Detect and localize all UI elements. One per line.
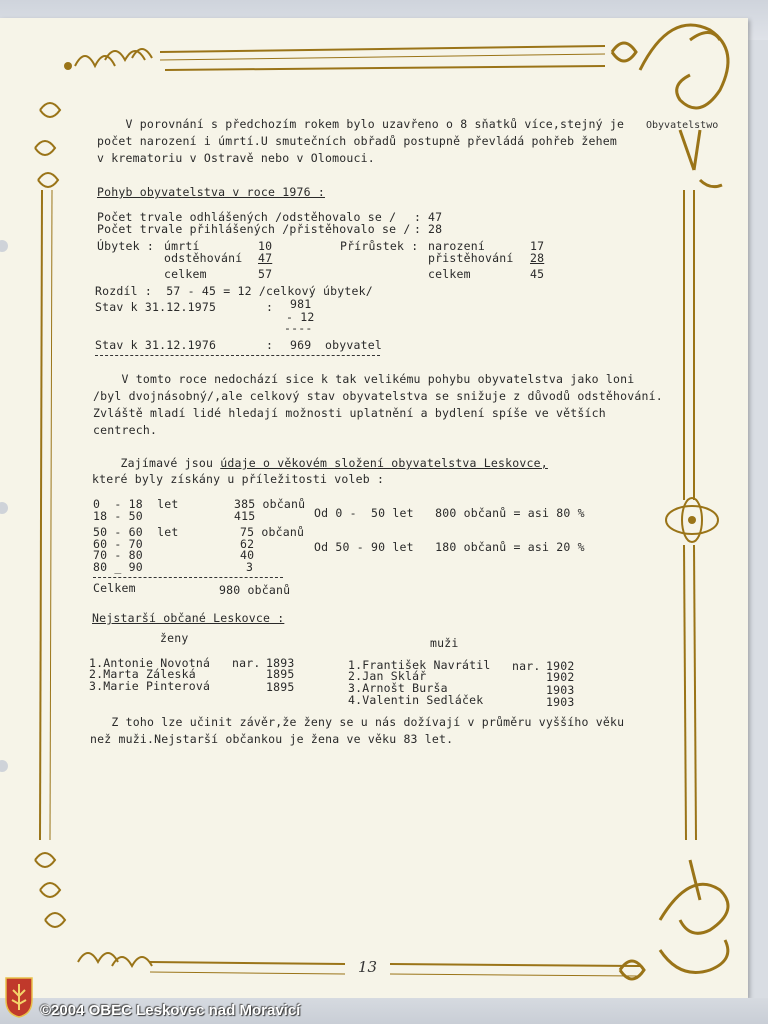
movement-row-value: 28 (428, 222, 443, 236)
age-intro (92, 457, 548, 470)
woman-name: 1.Antonie Novotná (89, 656, 211, 670)
age-value: 75 občanů (240, 525, 305, 539)
paragraph-line: /byl dvojnásobný/,ale celkový stav obyvatelstva se snižuje z důvodů odstěhování. (93, 389, 663, 403)
man-year: 1903 (546, 683, 575, 697)
age-summary: Od 50 - 90 let 180 občanů = asi 20 % (314, 540, 585, 554)
age-value: 40 (240, 548, 255, 562)
loss-item-value: 10 (258, 239, 273, 253)
state-1976-value: 969 (290, 338, 312, 352)
age-range: 80 _ 90 (93, 560, 143, 574)
age-range: 70 - 80 (93, 548, 143, 562)
age-value: 415 (234, 509, 256, 523)
man-prefix: nar. (512, 659, 541, 673)
movement-heading: Pohyb obyvatelstva v roce 1976 : (97, 185, 325, 199)
difference: Rozdíl : 57 - 45 = 12 /celkový úbytek/ (95, 284, 373, 298)
state-1976-sep: : (266, 338, 274, 352)
page-number: 13 (358, 958, 378, 976)
divider (93, 577, 283, 578)
minus-value: - 12 (286, 310, 315, 324)
intro-line: počet narození i úmrtí.U smutečních obřadů postupně převládá pohřeb žehem (97, 134, 618, 148)
conclusion-line: než muži.Nejstarší občankou je žena ve věku 83 let. (90, 732, 454, 746)
copyright-watermark: ©2004 OBEC Leskovec nad Moravicí (40, 1002, 301, 1019)
state-1976-unit: obyvatel (325, 338, 382, 352)
age-summary: Od 0 - 50 let 800 občanů = asi 80 % (314, 506, 585, 520)
movement-row-sep: : (414, 210, 422, 224)
woman-year: 1895 (266, 680, 295, 694)
age-total-value: 980 občanů (219, 583, 291, 597)
man-year: 1902 (546, 659, 575, 673)
age-intro-underlined: údaje o věkovém složení obyvatelstva Leskovce, (220, 456, 548, 470)
woman-year: 1893 (266, 656, 295, 670)
man-name: 2.Jan Sklář (348, 669, 427, 683)
loss-item-value: 47 (258, 251, 273, 265)
man-year: 1902 (546, 670, 575, 684)
woman-prefix: nar. (232, 656, 261, 670)
sum-line: ---- (284, 321, 313, 335)
paragraph-line: centrech. (93, 423, 158, 437)
man-name: 4.Valentin Sedláček (348, 693, 484, 707)
age-value: 3 (246, 560, 254, 574)
state-1976-label: Stav k 31.12.1976 (95, 338, 217, 352)
gain-item-value: 28 (530, 251, 545, 265)
oldest-heading: Nejstarší občané Leskovce : (92, 611, 285, 625)
loss-label: Úbytek : (97, 239, 154, 253)
gain-item-value: 17 (530, 239, 545, 253)
age-value: 62 (240, 537, 255, 551)
loss-item-name: odstěhování (164, 251, 243, 265)
gain-item-name: přistěhování (428, 251, 514, 265)
gain-item-value: 45 (530, 267, 545, 281)
paragraph-line: V tomto roce nedochází sice k tak velikému pohybu obyvatelstva jako loni (93, 372, 635, 386)
movement-row-sep: : (414, 222, 422, 236)
age-range: 60 - 70 (93, 537, 143, 551)
men-label: muži (430, 636, 459, 650)
age-range: 50 - 60 let (93, 525, 179, 539)
gain-label: Přírůstek : (340, 239, 419, 253)
loss-item-name: celkem (164, 267, 207, 281)
state-1975-value: 981 (290, 297, 312, 311)
age-intro-text: Zajímavé jsou (92, 456, 221, 470)
man-name: 1.František Navrátil (348, 658, 491, 672)
woman-name: 3.Marie Pinterová (89, 679, 211, 693)
movement-row-label: Počet trvale odhlášených /odstěhovalo se / (97, 210, 397, 224)
man-name: 3.Arnošt Burša (348, 681, 448, 695)
gain-item-name: celkem (428, 267, 471, 281)
woman-year: 1895 (266, 667, 295, 681)
paragraph-line: Zvláště mladí lidé hledají možnosti uplatnění a bydlení spíše ve větších (93, 406, 606, 420)
state-1975-sep: : (266, 300, 274, 314)
woman-name: 2.Marta Záleská (89, 667, 196, 681)
man-year: 1903 (546, 695, 575, 709)
movement-row-value: 47 (428, 210, 443, 224)
age-intro-line2: které byly získány u příležitosti voleb : (92, 472, 385, 486)
intro-line: V porovnání s předchozím rokem bylo uzavřeno o 8 sňatků více,stejný je (97, 117, 625, 131)
coat-of-arms-icon (4, 976, 34, 1018)
age-total-label: Celkem (93, 581, 136, 595)
loss-item-name: úmrtí (164, 239, 200, 253)
movement-row-label: Počet trvale přihlášených /přistěhovalo se / (97, 222, 411, 236)
divider (95, 355, 380, 356)
intro-line: v krematoriu v Ostravě nebo v Olomouci. (97, 151, 375, 165)
age-range: 18 - 50 (93, 509, 143, 523)
state-1975-label: Stav k 31.12.1975 (95, 300, 217, 314)
gain-item-name: narození (428, 239, 485, 253)
side-label: Obyvatelstwo (646, 120, 719, 131)
conclusion-line: Z toho lze učinit závěr,že ženy se u nás dožívají v průměru vyššího věku (90, 715, 625, 729)
age-value: 385 občanů (234, 497, 306, 511)
women-label: ženy (160, 631, 189, 645)
age-range: 0 - 18 let (93, 497, 179, 511)
loss-item-value: 57 (258, 267, 273, 281)
